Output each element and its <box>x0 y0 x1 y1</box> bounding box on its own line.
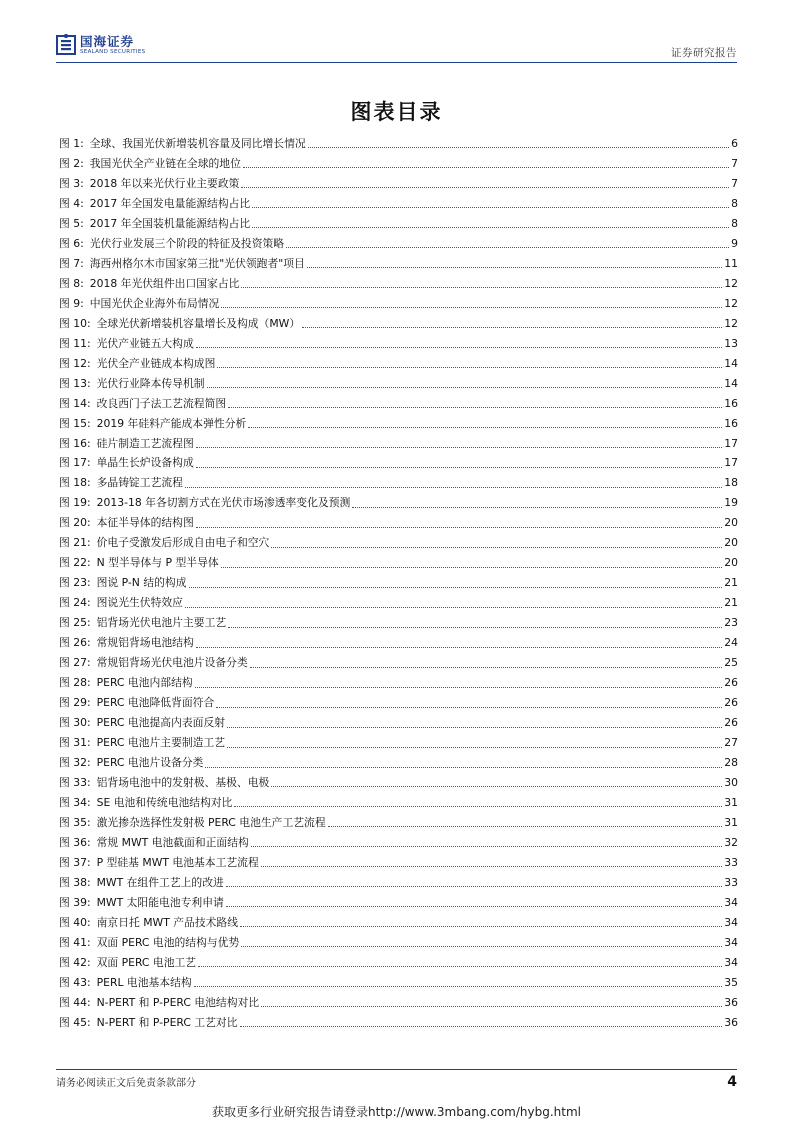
toc-figure-title[interactable]: 改良西门子法工艺流程简图 <box>96 396 227 410</box>
page-header <box>56 34 737 62</box>
toc-figure-label: 图 21: <box>59 536 91 550</box>
toc-dot-leader <box>216 699 722 708</box>
toc-dot-leader <box>271 539 722 548</box>
toc-figure-title[interactable]: 2018 年以来光伏行业主要政策 <box>89 176 240 190</box>
toc-dot-leader <box>308 139 729 148</box>
toc-entry[interactable] <box>59 853 738 873</box>
toc-entry[interactable] <box>59 154 738 174</box>
toc-entry[interactable] <box>59 653 738 673</box>
toc-dot-leader <box>221 299 722 308</box>
toc-dot-leader <box>196 459 722 468</box>
toc-entry[interactable] <box>59 174 738 194</box>
toc-dot-leader <box>196 339 722 348</box>
toc-page-number[interactable]: 12 <box>724 276 738 290</box>
toc-page-number[interactable]: 6 <box>731 136 738 150</box>
toc-dot-leader <box>286 239 729 248</box>
toc-page-number[interactable]: 34 <box>724 955 738 969</box>
toc-dot-leader <box>196 639 722 648</box>
toc-entry[interactable] <box>59 833 738 853</box>
toc-figure-title[interactable]: 常规 MWT 电池截面和正面结构 <box>96 835 249 849</box>
toc-entry[interactable] <box>59 254 738 274</box>
toc-page-number[interactable]: 31 <box>724 795 738 809</box>
toc-figure-label: 图 16: <box>59 436 91 450</box>
toc-figure-label: 图 4: <box>59 196 84 210</box>
toc-figure-label: 图 10: <box>59 316 91 330</box>
toc-page-number[interactable]: 31 <box>724 815 738 829</box>
toc-figure-label: 图 9: <box>59 296 84 310</box>
toc-page-number[interactable]: 20 <box>724 516 738 530</box>
toc-page-number[interactable]: 12 <box>724 296 738 310</box>
toc-dot-leader <box>240 918 722 927</box>
toc-page-number[interactable]: 33 <box>724 875 738 889</box>
sealand-logo-icon <box>56 34 76 56</box>
toc-entry[interactable] <box>59 194 738 214</box>
toc-page-number[interactable]: 17 <box>724 436 738 450</box>
toc-page-number[interactable]: 34 <box>724 915 738 929</box>
toc-entry[interactable] <box>59 693 738 713</box>
toc-entry[interactable] <box>59 673 738 693</box>
toc-figure-label: 图 36: <box>59 835 91 849</box>
toc-figure-title[interactable]: N-PERT 和 P-PERC 工艺对比 <box>96 1015 238 1029</box>
toc-figure-label: 图 14: <box>59 396 91 410</box>
toc-figure-title[interactable]: 中国光伏企业海外布局情况 <box>89 296 220 310</box>
toc-figure-title[interactable]: 激光掺杂选择性发射极 PERC 电池生产工艺流程 <box>96 815 326 829</box>
toc-entry[interactable] <box>59 553 738 573</box>
toc-figure-title[interactable]: 单晶生长炉设备构成 <box>96 456 194 470</box>
toc-figure-title[interactable]: 全球、我国光伏新增装机容量及同比增长情况 <box>89 136 306 150</box>
toc-page-number[interactable]: 28 <box>724 756 738 770</box>
toc-entry[interactable] <box>59 913 738 933</box>
toc-dot-leader <box>252 199 729 208</box>
toc-figure-label: 图 31: <box>59 736 91 750</box>
toc-page-number[interactable]: 24 <box>724 636 738 650</box>
toc-figure-label: 图 24: <box>59 596 91 610</box>
toc-figure-label: 图 23: <box>59 576 91 590</box>
toc-page-number[interactable]: 17 <box>724 456 738 470</box>
toc-figure-title[interactable]: PERL 电池基本结构 <box>96 975 192 989</box>
toc-figure-label: 图 22: <box>59 556 91 570</box>
toc-figure-label: 图 41: <box>59 935 91 949</box>
toc-figure-title[interactable]: 价电子受激发后形成自由电子和空穴 <box>96 536 270 550</box>
toc-page-number[interactable]: 19 <box>724 496 738 510</box>
toc-dot-leader <box>221 559 723 568</box>
toc-figure-label: 图 33: <box>59 775 91 789</box>
toc-entry[interactable] <box>59 493 738 513</box>
toc-figure-title[interactable]: 图说 P-N 结的构成 <box>96 576 187 590</box>
toc-entry[interactable] <box>59 374 738 394</box>
toc-entry[interactable] <box>59 793 738 813</box>
brand-name-en: SEALAND SECURITIES <box>80 48 146 55</box>
toc-figure-label: 图 35: <box>59 815 91 829</box>
toc-figure-title[interactable]: P 型硅基 MWT 电池基本工艺流程 <box>96 855 259 869</box>
toc-figure-label: 图 45: <box>59 1015 91 1029</box>
toc-figure-label: 图 25: <box>59 616 91 630</box>
page-title: 图表目录 <box>350 100 443 124</box>
toc-dot-leader <box>261 858 722 867</box>
toc-figure-title[interactable]: 多晶铸锭工艺流程 <box>96 476 183 490</box>
toc-entry[interactable] <box>59 1013 738 1033</box>
toc-figure-title[interactable]: 南京日托 MWT 产品技术路线 <box>96 915 239 929</box>
toc-page-number[interactable]: 21 <box>724 576 738 590</box>
toc-dot-leader <box>185 599 722 608</box>
toc-page-number[interactable]: 20 <box>724 556 738 570</box>
toc-page-number[interactable]: 7 <box>731 156 738 170</box>
toc-dot-leader <box>185 479 722 488</box>
toc-page-number[interactable]: 12 <box>724 316 738 330</box>
toc-figure-label: 图 13: <box>59 376 91 390</box>
toc-entry[interactable] <box>59 993 738 1013</box>
toc-figure-title[interactable]: 硅片制造工艺流程图 <box>96 436 194 450</box>
toc-figure-label: 图 38: <box>59 875 91 889</box>
brand-name-cn: 国海证券 <box>80 33 135 49</box>
toc-page-number[interactable]: 32 <box>724 835 738 849</box>
toc-dot-leader <box>226 898 722 907</box>
toc-page-number[interactable]: 16 <box>724 396 738 410</box>
toc-dot-leader <box>228 399 722 408</box>
report-type: 证券研究报告 <box>671 47 737 59</box>
toc-page-number[interactable]: 36 <box>724 1015 738 1029</box>
toc-entry[interactable] <box>59 933 738 953</box>
toc-page-number[interactable]: 36 <box>724 995 738 1009</box>
toc-dot-leader <box>207 379 723 388</box>
toc-figure-label: 图 43: <box>59 975 91 989</box>
toc-figure-label: 图 44: <box>59 995 91 1009</box>
toc-figure-label: 图 1: <box>59 136 84 150</box>
toc-page-number[interactable]: 21 <box>724 596 738 610</box>
toc-figure-title[interactable]: N 型半导体与 P 型半导体 <box>96 556 219 570</box>
toc-page-number[interactable]: 33 <box>724 855 738 869</box>
download-note: 获取更多行业研究报告请登录http://www.3mbang.com/hybg.html <box>211 1105 581 1119</box>
toc-page-number[interactable]: 26 <box>724 716 738 730</box>
toc-figure-title[interactable]: SE 电池和传统电池结构对比 <box>96 795 233 809</box>
toc-page-number[interactable]: 14 <box>724 356 738 370</box>
toc-figure-title[interactable]: PERC 电池提高内表面反射 <box>96 716 226 730</box>
toc-figure-label: 图 37: <box>59 855 91 869</box>
toc-entry[interactable] <box>59 533 738 553</box>
toc-figure-label: 图 7: <box>59 256 84 270</box>
toc-figure-label: 图 8: <box>59 276 84 290</box>
toc-page-number[interactable]: 20 <box>724 536 738 550</box>
toc-figure-title[interactable]: PERC 电池内部结构 <box>96 676 193 690</box>
disclaimer: 请务必阅读正文后免责条款部分 <box>56 1078 196 1089</box>
toc-entry[interactable] <box>59 434 738 454</box>
toc-figure-label: 图 3: <box>59 176 84 190</box>
toc-figure-title[interactable]: 2019 年硅料产能成本弹性分析 <box>96 416 247 430</box>
toc-entry[interactable] <box>59 613 738 633</box>
toc-entry[interactable] <box>59 134 738 154</box>
toc-figure-title[interactable]: N-PERT 和 P-PERC 电池结构对比 <box>96 995 260 1009</box>
toc-page-number[interactable]: 18 <box>724 476 738 490</box>
page-number: 4 <box>727 1074 737 1090</box>
toc-dot-leader <box>217 359 722 368</box>
toc-entry[interactable] <box>59 633 738 653</box>
toc-entry[interactable] <box>59 473 738 493</box>
toc-entry[interactable] <box>59 593 738 613</box>
figure-toc <box>59 134 738 1033</box>
toc-figure-title[interactable]: 双面 PERC 电池的结构与优势 <box>96 935 240 949</box>
brand-logo <box>56 34 145 56</box>
toc-figure-title[interactable]: 光伏全产业链成本构成图 <box>96 356 216 370</box>
toc-page-number[interactable]: 25 <box>724 656 738 670</box>
toc-dot-leader <box>240 1018 723 1027</box>
toc-entry[interactable] <box>59 214 738 234</box>
toc-dot-leader <box>241 938 722 947</box>
toc-figure-title[interactable]: 图说光生伏特效应 <box>96 596 183 610</box>
toc-figure-title[interactable]: 2013-18 年各切割方式在光伏市场渗透率变化及预测 <box>96 496 351 510</box>
toc-figure-label: 图 42: <box>59 955 91 969</box>
toc-figure-label: 图 6: <box>59 236 84 250</box>
toc-figure-title[interactable]: 海西州格尔木市国家第三批"光伏领跑者"项目 <box>89 256 305 270</box>
toc-figure-label: 图 12: <box>59 356 91 370</box>
toc-entry[interactable] <box>59 454 738 474</box>
toc-entry[interactable] <box>59 813 738 833</box>
toc-dot-leader <box>307 259 722 268</box>
toc-dot-leader <box>352 499 722 508</box>
toc-entry[interactable] <box>59 354 738 374</box>
toc-dot-leader <box>251 838 722 847</box>
toc-dot-leader <box>241 279 722 288</box>
toc-dot-leader <box>328 818 723 827</box>
toc-figure-label: 图 20: <box>59 516 91 530</box>
toc-entry[interactable] <box>59 893 738 913</box>
toc-figure-title[interactable]: MWT 太阳能电池专利申请 <box>96 895 224 909</box>
toc-figure-label: 图 17: <box>59 456 91 470</box>
toc-dot-leader <box>248 419 722 428</box>
toc-figure-label: 图 2: <box>59 156 84 170</box>
toc-figure-label: 图 15: <box>59 416 91 430</box>
toc-figure-title[interactable]: 2017 年全国发电量能源结构占比 <box>89 196 251 210</box>
toc-page-number[interactable]: 8 <box>731 196 738 210</box>
toc-figure-label: 图 34: <box>59 795 91 809</box>
toc-dot-leader <box>241 179 729 188</box>
toc-page-number[interactable]: 11 <box>724 256 738 270</box>
toc-dot-leader <box>261 998 722 1007</box>
toc-figure-title[interactable]: 我国光伏全产业链在全球的地位 <box>89 156 241 170</box>
toc-dot-leader <box>194 978 723 987</box>
toc-dot-leader <box>227 739 722 748</box>
toc-figure-title[interactable]: 光伏行业降本传导机制 <box>96 376 205 390</box>
toc-dot-leader <box>195 679 723 688</box>
toc-entry[interactable] <box>59 414 738 434</box>
toc-page-number[interactable]: 14 <box>724 376 738 390</box>
toc-figure-label: 图 5: <box>59 216 84 230</box>
toc-entry[interactable] <box>59 733 738 753</box>
toc-entry[interactable] <box>59 294 738 314</box>
toc-entry[interactable] <box>59 973 738 993</box>
toc-figure-label: 图 39: <box>59 895 91 909</box>
toc-figure-label: 图 32: <box>59 756 91 770</box>
toc-dot-leader <box>226 878 722 887</box>
toc-dot-leader <box>228 619 722 628</box>
toc-figure-label: 图 11: <box>59 336 91 350</box>
toc-page-number[interactable]: 34 <box>724 895 738 909</box>
header-divider <box>56 62 737 63</box>
toc-figure-title[interactable]: 双面 PERC 电池工艺 <box>96 955 197 969</box>
toc-figure-title[interactable]: 光伏行业发展三个阶段的特征及投资策略 <box>89 236 285 250</box>
toc-page-number[interactable]: 26 <box>724 696 738 710</box>
toc-entry[interactable] <box>59 314 738 334</box>
toc-figure-label: 图 30: <box>59 716 91 730</box>
toc-figure-title[interactable]: 2017 年全国装机量能源结构占比 <box>89 216 251 230</box>
toc-dot-leader <box>227 719 722 728</box>
toc-figure-title[interactable]: PERC 电池片设备分类 <box>96 756 204 770</box>
toc-entry[interactable] <box>59 773 738 793</box>
toc-figure-title[interactable]: 铝背场电池中的发射极、基极、电极 <box>96 775 270 789</box>
toc-figure-title[interactable]: 常规铝背场电池结构 <box>96 636 194 650</box>
toc-figure-label: 图 29: <box>59 696 91 710</box>
toc-dot-leader <box>302 319 722 328</box>
toc-page-number[interactable]: 35 <box>724 975 738 989</box>
toc-figure-label: 图 19: <box>59 496 91 510</box>
toc-page-number[interactable]: 27 <box>724 736 738 750</box>
toc-page-number[interactable]: 26 <box>724 676 738 690</box>
toc-page-number[interactable]: 9 <box>731 236 738 250</box>
toc-entry[interactable] <box>59 334 738 354</box>
toc-page-number[interactable]: 23 <box>724 616 738 630</box>
toc-figure-title[interactable]: PERC 电池降低背面符合 <box>96 696 215 710</box>
footer-divider <box>56 1069 737 1070</box>
toc-page-number[interactable]: 13 <box>724 336 738 350</box>
toc-figure-label: 图 28: <box>59 676 91 690</box>
toc-figure-title[interactable]: 铝背场光伏电池片主要工艺 <box>96 616 227 630</box>
toc-entry[interactable] <box>59 234 738 254</box>
toc-dot-leader <box>271 778 722 787</box>
toc-dot-leader <box>196 519 722 528</box>
toc-dot-leader <box>250 659 722 668</box>
toc-figure-title[interactable]: PERC 电池片主要制造工艺 <box>96 736 226 750</box>
toc-page-number[interactable]: 16 <box>724 416 738 430</box>
toc-figure-title[interactable]: 常规铝背场光伏电池片设备分类 <box>96 656 248 670</box>
toc-figure-title[interactable]: 2018 年光伏组件出口国家占比 <box>89 276 240 290</box>
toc-dot-leader <box>196 439 722 448</box>
toc-dot-leader <box>189 579 723 588</box>
toc-dot-leader <box>198 958 722 967</box>
toc-page-number[interactable]: 34 <box>724 935 738 949</box>
toc-dot-leader <box>234 798 722 807</box>
toc-dot-leader <box>252 219 729 228</box>
toc-figure-label: 图 27: <box>59 656 91 670</box>
toc-entry[interactable] <box>59 873 738 893</box>
toc-entry[interactable] <box>59 573 738 593</box>
toc-entry[interactable] <box>59 753 738 773</box>
toc-page-number[interactable]: 30 <box>724 775 738 789</box>
toc-figure-label: 图 18: <box>59 476 91 490</box>
toc-entry[interactable] <box>59 953 738 973</box>
toc-page-number[interactable]: 8 <box>731 216 738 230</box>
toc-entry[interactable] <box>59 513 738 533</box>
toc-dot-leader <box>243 159 729 168</box>
toc-figure-label: 图 26: <box>59 636 91 650</box>
toc-figure-title[interactable]: MWT 在组件工艺上的改进 <box>96 875 224 889</box>
toc-figure-title[interactable]: 光伏产业链五大构成 <box>96 336 194 350</box>
toc-dot-leader <box>205 759 722 768</box>
toc-page-number[interactable]: 7 <box>731 176 738 190</box>
toc-entry[interactable] <box>59 394 738 414</box>
toc-figure-title[interactable]: 全球光伏新增装机容量增长及构成（MW） <box>96 316 301 330</box>
toc-figure-title[interactable]: 本征半导体的结构图 <box>96 516 194 530</box>
toc-figure-label: 图 40: <box>59 915 91 929</box>
toc-entry[interactable] <box>59 713 738 733</box>
toc-entry[interactable] <box>59 274 738 294</box>
